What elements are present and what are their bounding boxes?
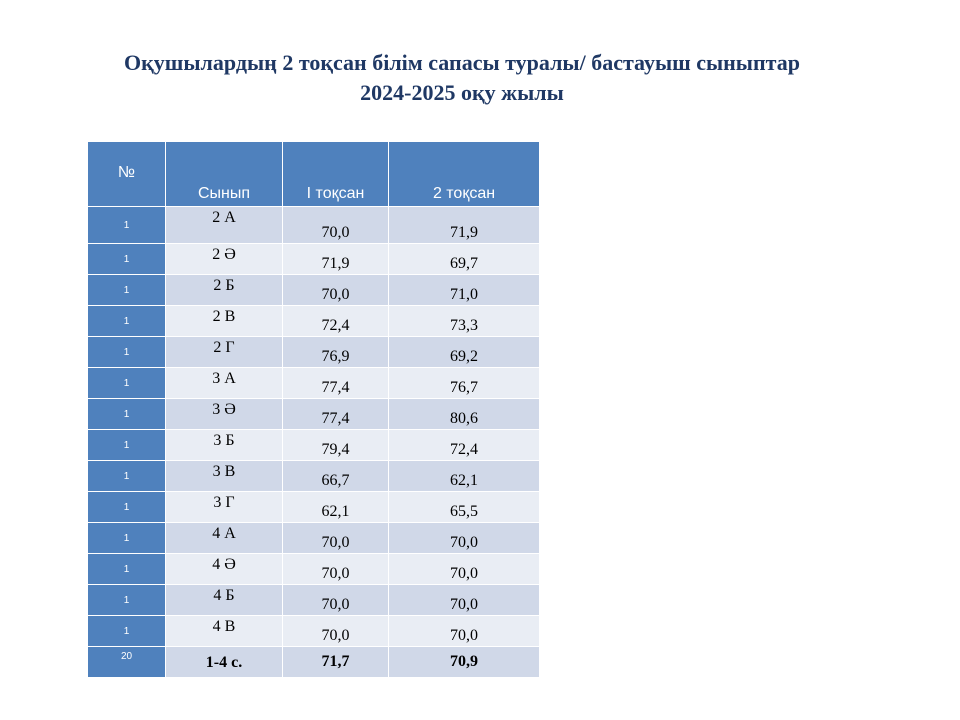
quarter-1-value: 70,0 (283, 616, 389, 647)
quarter-1-value: 70,0 (283, 523, 389, 554)
quarter-2-value: 69,7 (389, 244, 540, 275)
row-number: 1 (88, 492, 166, 523)
row-number: 1 (88, 368, 166, 399)
class-name: 2 Г (166, 337, 283, 368)
table-body (88, 207, 540, 678)
quarter-2-value: 70,0 (389, 585, 540, 616)
quarter-2-value: 72,4 (389, 430, 540, 461)
quarter-1-value: 79,4 (283, 430, 389, 461)
table-row (88, 461, 540, 492)
table-row (88, 306, 540, 337)
quarter-2-value: 76,7 (389, 368, 540, 399)
header-quarter-1: I тоқсан (283, 142, 389, 207)
quarter-1-value: 70,0 (283, 554, 389, 585)
header-quarter-2: 2 тоқсан (389, 142, 540, 207)
total-number: 20 (88, 647, 166, 678)
quarter-1-value: 77,4 (283, 399, 389, 430)
table-row (88, 275, 540, 306)
class-name: 4 А (166, 523, 283, 554)
table-row (88, 244, 540, 275)
total-quarter-2-value: 70,9 (389, 647, 540, 678)
row-number: 1 (88, 207, 166, 244)
row-number: 1 (88, 275, 166, 306)
table-row (88, 207, 540, 244)
quarter-1-value: 66,7 (283, 461, 389, 492)
quarter-2-value: 71,9 (389, 207, 540, 244)
table-row (88, 523, 540, 554)
row-number: 1 (88, 616, 166, 647)
class-name: 3 Б (166, 430, 283, 461)
table-row (88, 337, 540, 368)
quarter-1-value: 77,4 (283, 368, 389, 399)
quarter-1-value: 70,0 (283, 585, 389, 616)
page-subtitle-year: 2024-2025 оқу жылы (360, 80, 564, 105)
quarter-1-value: 70,0 (283, 207, 389, 244)
quarter-2-value: 65,5 (389, 492, 540, 523)
total-class-label: 1-4 с. (166, 647, 283, 678)
quality-table (87, 141, 540, 678)
class-name: 3 Г (166, 492, 283, 523)
row-number: 1 (88, 554, 166, 585)
quarter-2-value: 70,0 (389, 616, 540, 647)
quarter-2-value: 80,6 (389, 399, 540, 430)
class-name: 2 Б (166, 275, 283, 306)
row-number: 1 (88, 306, 166, 337)
class-name: 4 Б (166, 585, 283, 616)
table-total-row (88, 647, 540, 678)
quarter-1-value: 72,4 (283, 306, 389, 337)
class-name: 4 В (166, 616, 283, 647)
header-class: Сынып (166, 142, 283, 207)
table-row (88, 585, 540, 616)
table-row (88, 430, 540, 461)
table-row (88, 492, 540, 523)
quarter-1-value: 62,1 (283, 492, 389, 523)
quarter-2-value: 70,0 (389, 554, 540, 585)
quarter-2-value: 73,3 (389, 306, 540, 337)
quarter-1-value: 71,9 (283, 244, 389, 275)
quarter-2-value: 71,0 (389, 275, 540, 306)
row-number: 1 (88, 430, 166, 461)
quarter-2-value: 69,2 (389, 337, 540, 368)
class-name: 3 В (166, 461, 283, 492)
row-number: 1 (88, 461, 166, 492)
quarter-1-value: 70,0 (283, 275, 389, 306)
table-header-row (88, 142, 540, 207)
class-name: 3 А (166, 368, 283, 399)
total-quarter-1-value: 71,7 (283, 647, 389, 678)
quarter-2-value: 70,0 (389, 523, 540, 554)
row-number: 1 (88, 244, 166, 275)
class-name: 3 Ә (166, 399, 283, 430)
header-number: № (88, 142, 166, 207)
class-name: 4 Ә (166, 554, 283, 585)
class-name: 2 Ә (166, 244, 283, 275)
class-name: 2 А (166, 207, 283, 244)
quarter-1-value: 76,9 (283, 337, 389, 368)
page-title: Оқушылардың 2 тоқсан білім сапасы туралы/ бастауыш сыныптар (124, 50, 800, 75)
table-row (88, 616, 540, 647)
row-number: 1 (88, 523, 166, 554)
quarter-2-value: 62,1 (389, 461, 540, 492)
row-number: 1 (88, 337, 166, 368)
table-row (88, 554, 540, 585)
table-row (88, 399, 540, 430)
table-row (88, 368, 540, 399)
class-name: 2 В (166, 306, 283, 337)
row-number: 1 (88, 399, 166, 430)
row-number: 1 (88, 585, 166, 616)
